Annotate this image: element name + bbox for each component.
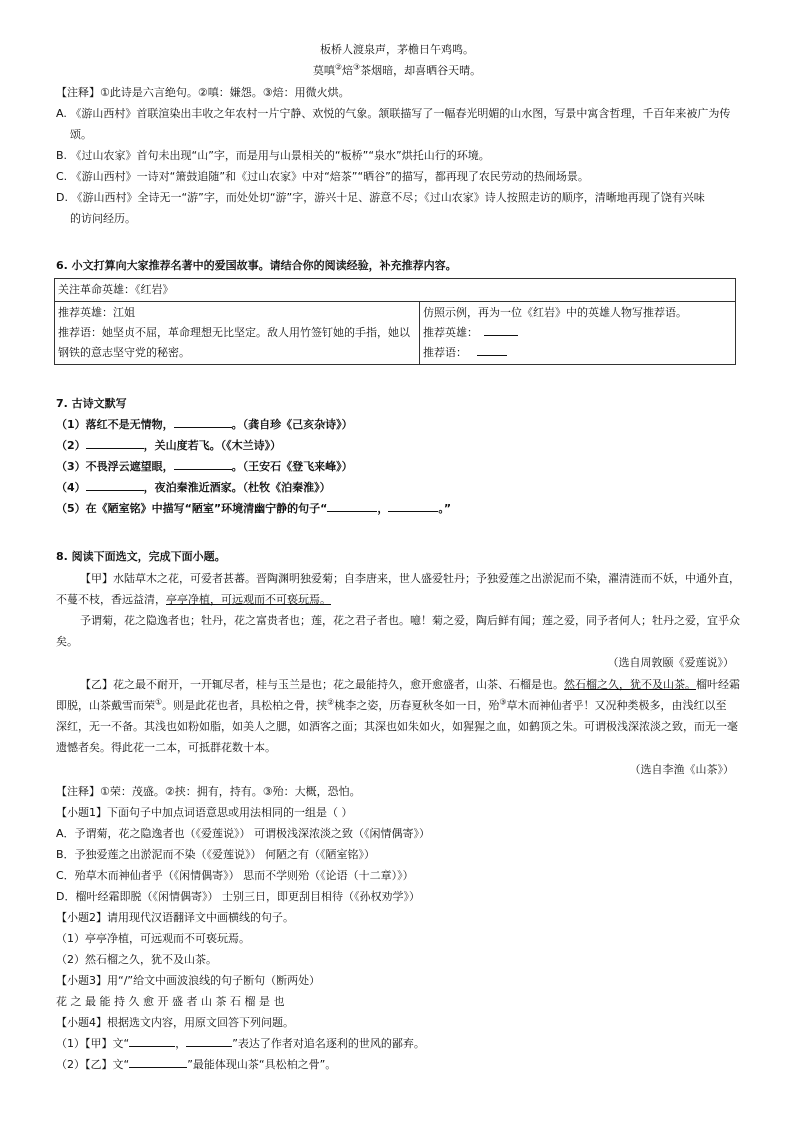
passage-yi-source: （选自李渔《山茶》）: [629, 763, 734, 776]
q6-answer-hero: 推荐英雄：: [423, 323, 732, 343]
passage-yi-line-3: 深红，无一不备。其浅也如粉如脂，如美人之腮，如酒客之面；其深也如朱如火，如猩猩之血，如鹤顶之朱。可谓极浅深浓淡之致，而无一毫: [56, 720, 738, 733]
subq1-option-b: B．予独爱莲之出淤泥而不染（《爱莲说》） 何陋之有（《陋室铭》）: [56, 848, 376, 861]
q5-option-d: D. 《游山西村》全诗无一“游”字，而处处切“游”字，游兴十足、游意不尽；《过山农家》诗人按照走访的顺序，清晰地再现了饶有兴味: [56, 191, 705, 204]
q5-option-a-cont: 颂。: [70, 128, 92, 141]
q7-item-5: （5）在《陋室铭》中描写“陋室”环境清幽宁静的句子“ ， 。”: [56, 499, 451, 519]
q7-item-1: （1）落红不是无情物， 。（龚自珍《己亥杂诗》）: [56, 415, 353, 435]
subq3-sentence: 花 之 最 能 持 久 愈 开 盛 者 山 茶 石 榴 是 也: [56, 995, 285, 1008]
passage-yi-line-1: 【乙】花之最不耐开，一开辄尽者，桂与玉兰是也；花之最能持久，愈开愈盛者，山茶、石榴是也。然石榴之久，犹不及山茶。榴叶经霜: [80, 678, 740, 691]
q6-answer-cell: [420, 302, 736, 365]
q5-option-d-cont: 的访问经历。: [70, 212, 136, 225]
q6-rec-blank[interactable]: [477, 343, 507, 356]
poem-line-2: 莫嗔②焙③茶烟暗，却喜晒谷天晴。: [312, 62, 482, 77]
subq4-blank-1b[interactable]: [186, 1034, 232, 1047]
subq1-option-a: A．予谓菊，花之隐逸者也（《爱莲说》） 可谓极浅深浓淡之致（《闲情偶寄》）: [56, 827, 431, 840]
q6-table-header: 关注革命英雄：《红岩》: [55, 279, 736, 302]
q6-example-cell: [55, 302, 420, 365]
q7-item-2: （2） ，关山度若飞。（《木兰诗》）: [56, 436, 281, 456]
underlined-sentence-1: 亭亭净植，可远观而不可亵玩焉。: [166, 593, 331, 606]
q6-example-hero: 推荐英雄：江姐: [58, 306, 135, 319]
q5-option-a: A. 《游山西村》首联渲染出丰收之年农村一片宁静、欢悦的气象。颔联描写了一幅春光明媚的山水图，写景中寓含哲理，千百年来被广为传: [56, 107, 731, 120]
q5-option-b: B. 《过山农家》首句未出现“山”字，而是用与山景相关的“板桥”“泉水”烘托山行的环境。: [56, 149, 490, 162]
subq2-item-2: （2）然石榴之久，犹不及山茶。: [56, 953, 217, 966]
q6-example-rec-2: 钢铁的意志坚守党的秘密。: [58, 346, 190, 359]
subq2-stem: 【小题2】请用现代汉语翻译文中画横线的句子。: [56, 911, 294, 924]
q6-hero-blank[interactable]: [484, 323, 518, 336]
q8-note: 【注释】①荣：茂盛。②挟：拥有，持有。③殆：大概，恐怕。: [56, 785, 361, 798]
subq3-stem: 【小题3】用“/”给文中画波浪线的句子断句（断两处）: [56, 974, 321, 987]
subq4-item-2: （2）【乙】文“ ”最能体现山茶“具松柏之骨”。: [56, 1055, 336, 1075]
q6-title: 6. 小文打算向大家推荐名著中的爱国故事。请结合你的阅读经验，补充推荐内容。: [56, 259, 457, 272]
q5-option-c: C. 《游山西村》一诗对“箫鼓追随”和《过山农家》中对“焙茶”“晒谷”的描写，都再现了农民劳动的热闹场景。: [56, 170, 589, 183]
passage-jia-line-4: 矣。: [56, 635, 78, 648]
q7-blank-5b[interactable]: [388, 499, 438, 512]
passage-yi-line-2: 即脱，山茶戴雪而荣①。则是此花也者，具松柏之骨，挟②桃李之姿，历春夏秋冬如一日，殆③草木而神仙者乎！又况种类极多，由浅红以至: [56, 697, 727, 712]
q6-table: [54, 278, 736, 365]
passage-jia-source: （选自周敦颐《爱莲说》）: [607, 656, 734, 669]
q7-title: 7. 古诗文默写: [56, 397, 127, 410]
q5-note: 【注释】①此诗是六言绝句。②嗔：嫌怨。③焙：用微火烘。: [56, 86, 350, 99]
subq1-option-c: C．殆草木而神仙者乎（《闲情偶寄》） 思而不学则殆（《论语（十二章）》）: [56, 869, 414, 882]
passage-yi-line-4: 遗憾者矣。得此花一二本，可抵群花数十本。: [56, 741, 276, 754]
q7-blank-5a[interactable]: [327, 499, 377, 512]
subq4-blank-1a[interactable]: [129, 1034, 175, 1047]
q6-answer-intro: 仿照示例，再为一位《红岩》中的英雄人物写推荐语。: [423, 306, 687, 319]
q6-example-rec-1: 推荐语：她坚贞不屈，革命理想无比坚定。敌人用竹签钉她的手指，她以: [58, 326, 410, 339]
q7-blank-4[interactable]: [86, 478, 144, 491]
subq4-stem: 【小题4】根据选文内容，用原文回答下列问题。: [56, 1016, 294, 1029]
subq4-item-1: （1）【甲】文“ ， ”表达了作者对追名逐利的世风的鄙弃。: [56, 1034, 425, 1054]
passage-jia-line-3: 予谓菊，花之隐逸者也；牡丹，花之富贵者也；莲，花之君子者也。噫！菊之爱，陶后鲜有闻；莲之爱，同予者何人；牡丹之爱，宜乎众: [80, 614, 740, 627]
q7-blank-2[interactable]: [86, 436, 144, 449]
subq1-stem: 【小题1】下面句子中加点词语意思或用法相同的一组是（ ）: [56, 806, 353, 819]
q6-answer-rec: 推荐语：: [423, 343, 732, 363]
subq2-item-1: （1）亭亭净植，可远观而不可亵玩焉。: [56, 932, 250, 945]
q7-blank-3[interactable]: [174, 457, 232, 470]
subq1-option-d: D．榴叶经霜即脱（《闲情偶寄》） 士别三日，即更刮目相待（《孙权劝学》）: [56, 890, 420, 903]
q7-item-3: （3）不畏浮云遮望眼， 。（王安石《登飞来峰》）: [56, 457, 353, 477]
passage-jia-line-2: 不蔓不枝，香远益清，亭亭净植，可远观而不可亵玩焉。: [56, 593, 331, 606]
subq4-blank-2[interactable]: [129, 1055, 187, 1068]
q8-title: 8. 阅读下面选文，完成下面小题。: [56, 550, 226, 563]
passage-jia-line-1: 【甲】水陆草木之花，可爱者甚蕃。晋陶渊明独爱菊；自李唐来，世人盛爱牡丹；予独爱莲之出淤泥而不染，濯清涟而不妖，中通外直，: [80, 572, 740, 585]
poem-line-1: 板桥人渡泉声，茅檐日午鸡鸣。: [320, 43, 474, 56]
q7-item-4: （4） ，夜泊秦淮近酒家。（杜牧《泊秦淮》）: [56, 478, 331, 498]
underlined-sentence-2: 然石榴之久，犹不及山茶。: [564, 678, 696, 691]
q7-blank-1[interactable]: [174, 415, 232, 428]
